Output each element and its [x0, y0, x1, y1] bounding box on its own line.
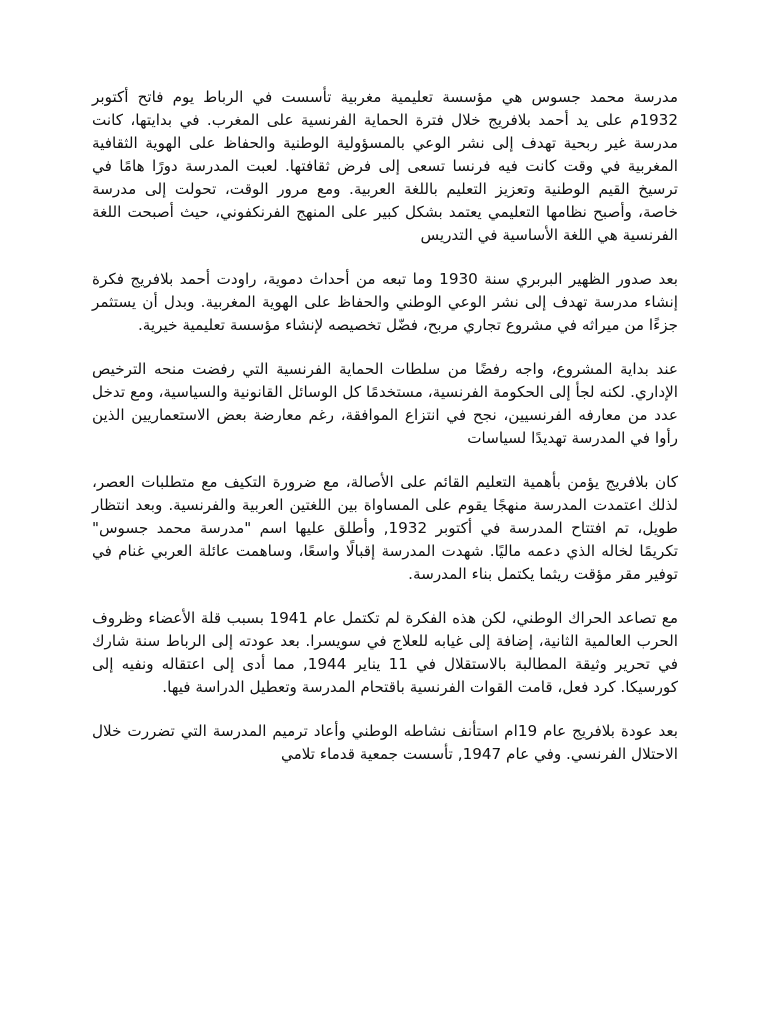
paragraph-4: كان بلافريج يؤمن بأهمية التعليم القائم على الأصالة، مع ضرورة التكيف مع متطلبات العصر، لذلك اعتمدت المدرسة منهجًا يقوم على المساواة بين اللغتين العربية والفرنسية. وبعد انتظار طويل، تم افتتاح المدرسة في أكتوبر 1932, وأطلق عليها اسم "مدرسة محمد جسوس" تكريمًا لخاله الذي دعمه ماليًا. شهدت المدرسة إقبالًا واسعًا، وساهمت عائلة العربي غنام في توفير مقر مؤقت ريثما يكتمل بناء المدرسة.	[92, 473, 678, 583]
paragraph-5: مع تصاعد الحراك الوطني، لكن هذه الفكرة لم تكتمل عام 1941 بسبب قلة الأعضاء وظروف الحرب العالمية الثانية، إضافة إلى غيابه للعلاج في سويسرا. بعد عودته إلى الرباط سنة شارك في تحرير وثيقة المطالبة بالاستقلال في 11 يناير 1944, مما أدى إلى اعتقاله ونفيه إلى كورسيكا. كرد فعل، قامت القوات الفرنسية باقتحام المدرسة وتعطيل الدراسة فيها.	[92, 609, 679, 696]
document-body	[92, 86, 678, 787]
paragraph-2: بعد صدور الظهير البربري سنة 1930 وما تبعه من أحداث دموية، راودت أحمد بلافريج فكرة إنشاء مدرسة تهدف إلى نشر الوعي الوطني والحفاظ على الهوية المغربية. وبدل أن يستثمر جزءًا من ميراثه في مشروع تجاري مربح، فضّل تخصيصه لإنشاء مؤسسة تعليمية خيرية.	[92, 270, 678, 334]
paragraph-6: بعد عودة بلافريج عام 19ام استأنف نشاطه الوطني وأعاد ترميم المدرسة التي تضررت خلال الاحتلال الفرنسي. وفي عام 1947, تأسست جمعية قدماء تلامي	[92, 722, 678, 763]
paragraph-3: عند بداية المشروع، واجه رفضًا من سلطات الحماية الفرنسية التي رفضت منحه الترخيص الإداري. لكنه لجأ إلى الحكومة الفرنسية، مستخدمًا كل الوسائل القانونية والسياسية، ومع تدخل عدد من معارفه الفرنسيين، نجح في انتزاع الموافقة، رغم معارضة بعض الاستعماريين الذين رأوا في المدرسة تهديدًا لسياسات	[92, 360, 678, 447]
paragraph-1: مدرسة محمد جسوس هي مؤسسة تعليمية مغربية تأسست في الرباط يوم فاتح أكتوبر 1932م على يد أحمد بلافريج خلال فترة الحماية الفرنسية على المغرب. في بدايتها، كانت مدرسة غير ربحية تهدف إلى نشر الوعي بالمسؤولية الوطنية والحفاظ على الهوية الثقافية المغربية في وقت كانت فيه فرنسا تسعى إلى فرض ثقافتها. لعبت المدرسة دورًا هامًا في ترسيخ القيم الوطنية وتعزيز التعليم باللغة العربية. ومع مرور الوقت، تحولت إلى مدرسة خاصة، وأصبح نظامها التعليمي يعتمد بشكل كبير على المنهج الفرنكفوني، حيث أصبحت اللغة الفرنسية هي اللغة الأساسية في التدريس	[92, 88, 678, 244]
